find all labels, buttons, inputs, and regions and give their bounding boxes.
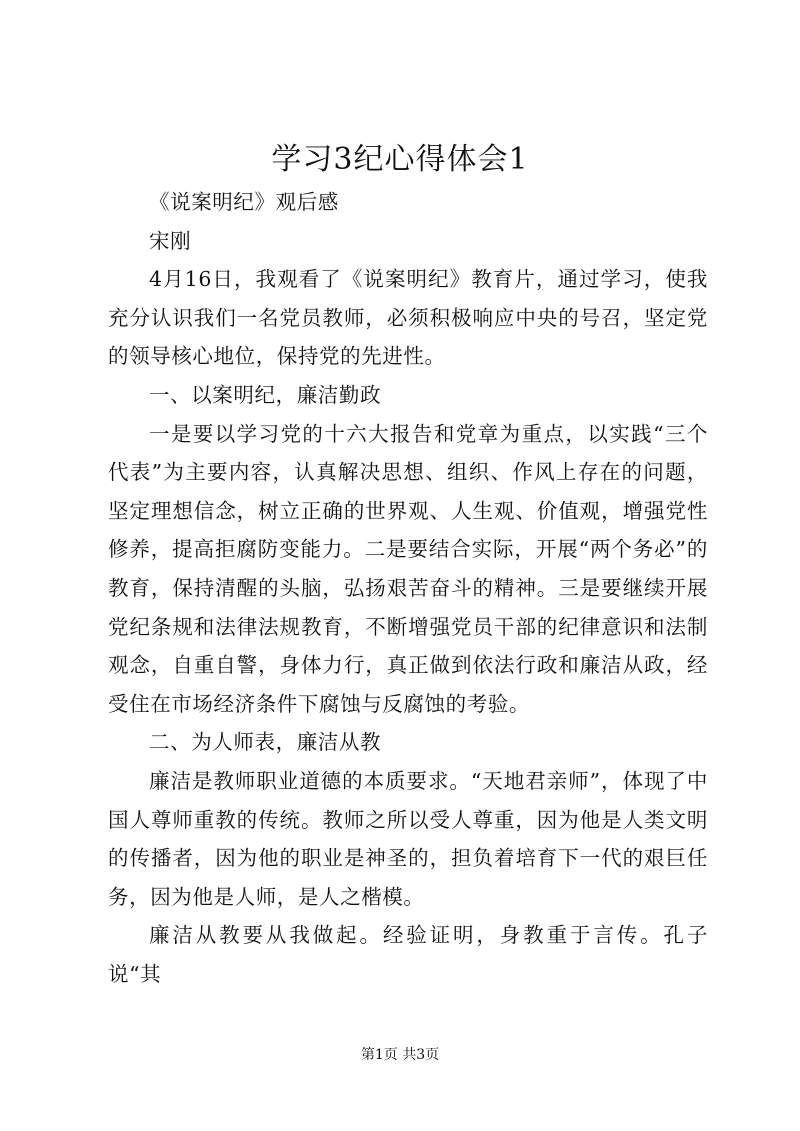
document-body <box>108 183 708 993</box>
section-heading-1: 一、以案明纪，廉洁勤政 <box>149 382 382 407</box>
section-heading-2: 二、为人师表，廉洁从教 <box>149 730 382 755</box>
page-footer: 第1页 共3页 <box>360 1047 440 1063</box>
intro-paragraph: 4月16日，我观看了《说案明纪》教育片，通过学习，使我充分认识我们一名党员教师，必须积极响应中央的号召，坚定党的领导核心地位，保持党的先进性。 <box>108 267 708 369</box>
author-name: 宋刚 <box>149 228 192 253</box>
section-1-paragraph: 一是要以学习党的十六大报告和党章为重点，以实践“三个代表”为主要内容，认真解决思想、组织、作风上存在的问题，坚定理想信念，树立正确的世界观、人生观、价值观，增强党性修养，提高拒腐防变能力。二是要结合实际，开展“两个务必”的教育，保持清醒的头脑，弘扬艰苦奋斗的精神。三是要继续开展党纪条规和法律法规教育，不断增强党员干部的纪律意识和法制观念，自重自警，身体力行，真正做到依法行政和廉洁从政，经受住在市场经济条件下腐蚀与反腐蚀的考验。 <box>108 421 708 716</box>
section-2-paragraph-2: 廉洁从教要从我做起。经验证明，身教重于言传。孔子说“其 <box>108 923 708 986</box>
essay-subtitle: 《说案明纪》观后感 <box>149 190 339 214</box>
section-2-paragraph-1: 廉洁是教师职业道德的本质要求。“天地君亲师”，体现了中国人尊师重教的传统。教师之所以受人尊重，因为他是人类文明的传播者，因为他的职业是神圣的，担负着培育下一代的艰巨任务，因为他是人师，是人之楷模。 <box>108 768 708 909</box>
document-title: 学习3纪心得体会1 <box>271 142 529 177</box>
